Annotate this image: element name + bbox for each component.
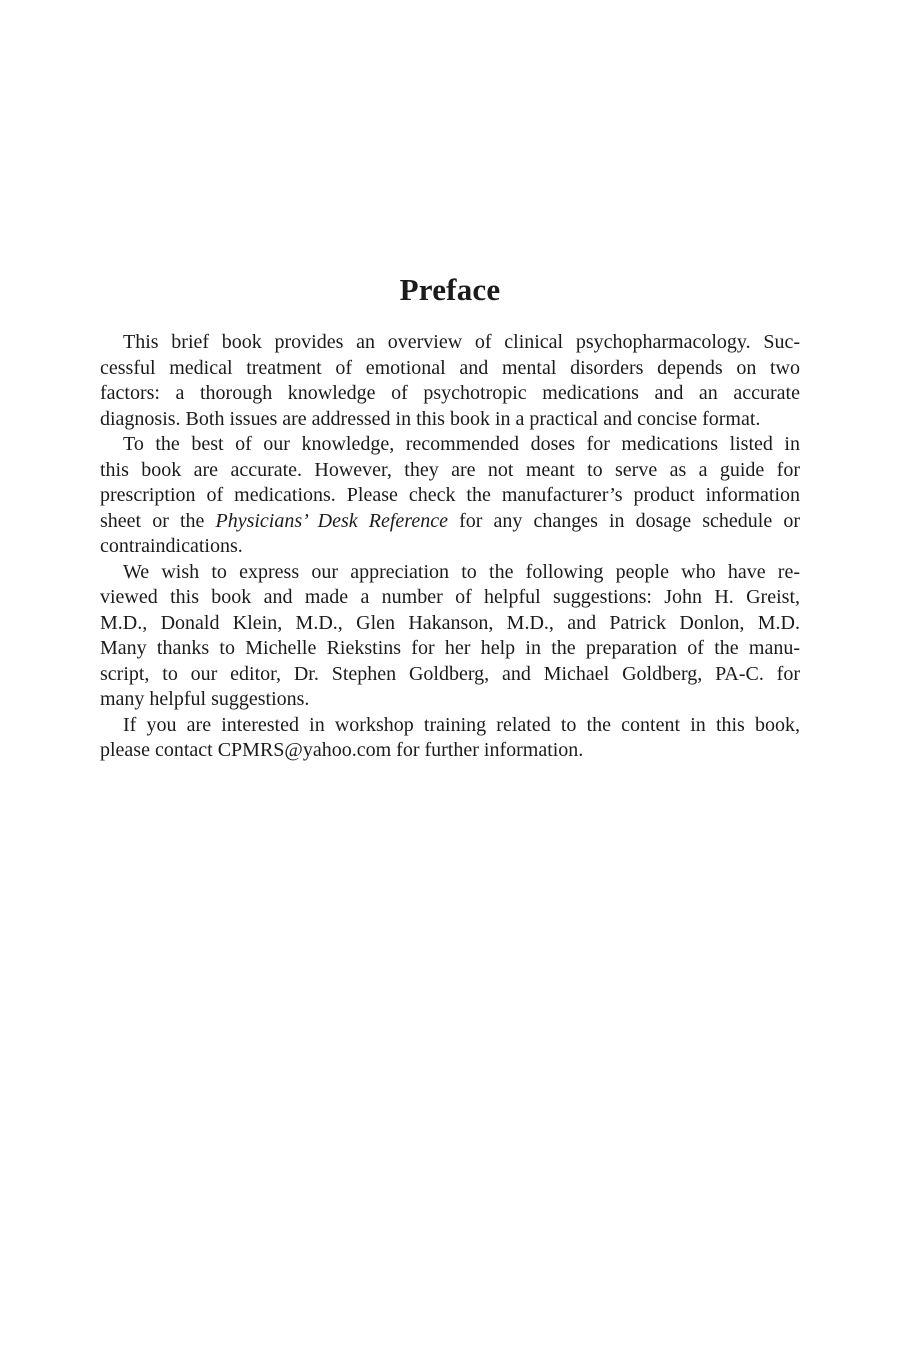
text-run: for any changes in dosage schedule or bbox=[447, 509, 800, 532]
text-run: prescription of medications. Please check the manufacturer’s product information bbox=[100, 484, 800, 506]
text-line bbox=[100, 330, 800, 356]
text-run: contraindications. bbox=[100, 535, 243, 557]
text-run: factors: a thorough knowledge of psychotropic medications and an accurate bbox=[100, 382, 800, 404]
text-run: viewed this book and made a number of helpful suggestions: John H. Greist, bbox=[100, 586, 800, 608]
text-line bbox=[100, 687, 800, 713]
text-line bbox=[100, 636, 800, 662]
text-line bbox=[100, 534, 800, 560]
text-line bbox=[100, 738, 800, 764]
paragraph bbox=[100, 713, 800, 764]
text-run: this book are accurate. However, they are not meant to serve as a guide for bbox=[100, 458, 800, 481]
text-line bbox=[100, 560, 800, 586]
text-run: To the best of our knowledge, recommended doses for medications listed in bbox=[123, 433, 800, 455]
text-run: M.D., Donald Klein, M.D., Glen Hakanson, M.D., and Patrick Donlon, M.D. bbox=[100, 611, 800, 634]
text-line bbox=[100, 381, 800, 407]
italic-book-title: Physicians’ Desk Reference bbox=[215, 509, 448, 532]
paragraph bbox=[100, 330, 800, 432]
text-line bbox=[100, 407, 800, 433]
text-line bbox=[100, 662, 800, 688]
text-run: script, to our editor, Dr. Stephen Goldberg, and Michael Goldberg, PA-C. for bbox=[100, 662, 800, 685]
text-run: please contact CPMRS@yahoo.com for further information. bbox=[100, 739, 584, 761]
page-title: Preface bbox=[399, 272, 501, 307]
text-line bbox=[100, 483, 800, 509]
text-block bbox=[100, 0, 800, 764]
preface-body bbox=[100, 330, 800, 764]
paragraph bbox=[100, 432, 800, 560]
text-line bbox=[100, 713, 800, 739]
text-line bbox=[100, 458, 800, 484]
text-line bbox=[100, 356, 800, 382]
text-line bbox=[100, 509, 800, 535]
text-run: cessful medical treatment of emotional and mental disorders depends on two bbox=[100, 356, 800, 379]
text-run: sheet or the bbox=[100, 509, 216, 532]
paragraph bbox=[100, 560, 800, 713]
text-run: If you are interested in workshop training related to the content in this book, bbox=[123, 713, 800, 736]
text-line bbox=[100, 585, 800, 611]
text-line bbox=[100, 432, 800, 458]
text-run: diagnosis. Both issues are addressed in this book in a practical and concise format. bbox=[100, 407, 761, 430]
text-line bbox=[100, 611, 800, 637]
text-run: Many thanks to Michelle Riekstins for her help in the preparation of the manu- bbox=[100, 637, 800, 659]
text-run: This brief book provides an overview of clinical psychopharmacology. Suc- bbox=[123, 331, 800, 353]
text-run: We wish to express our appreciation to the following people who have re- bbox=[123, 560, 800, 583]
text-run: many helpful suggestions. bbox=[100, 688, 310, 710]
